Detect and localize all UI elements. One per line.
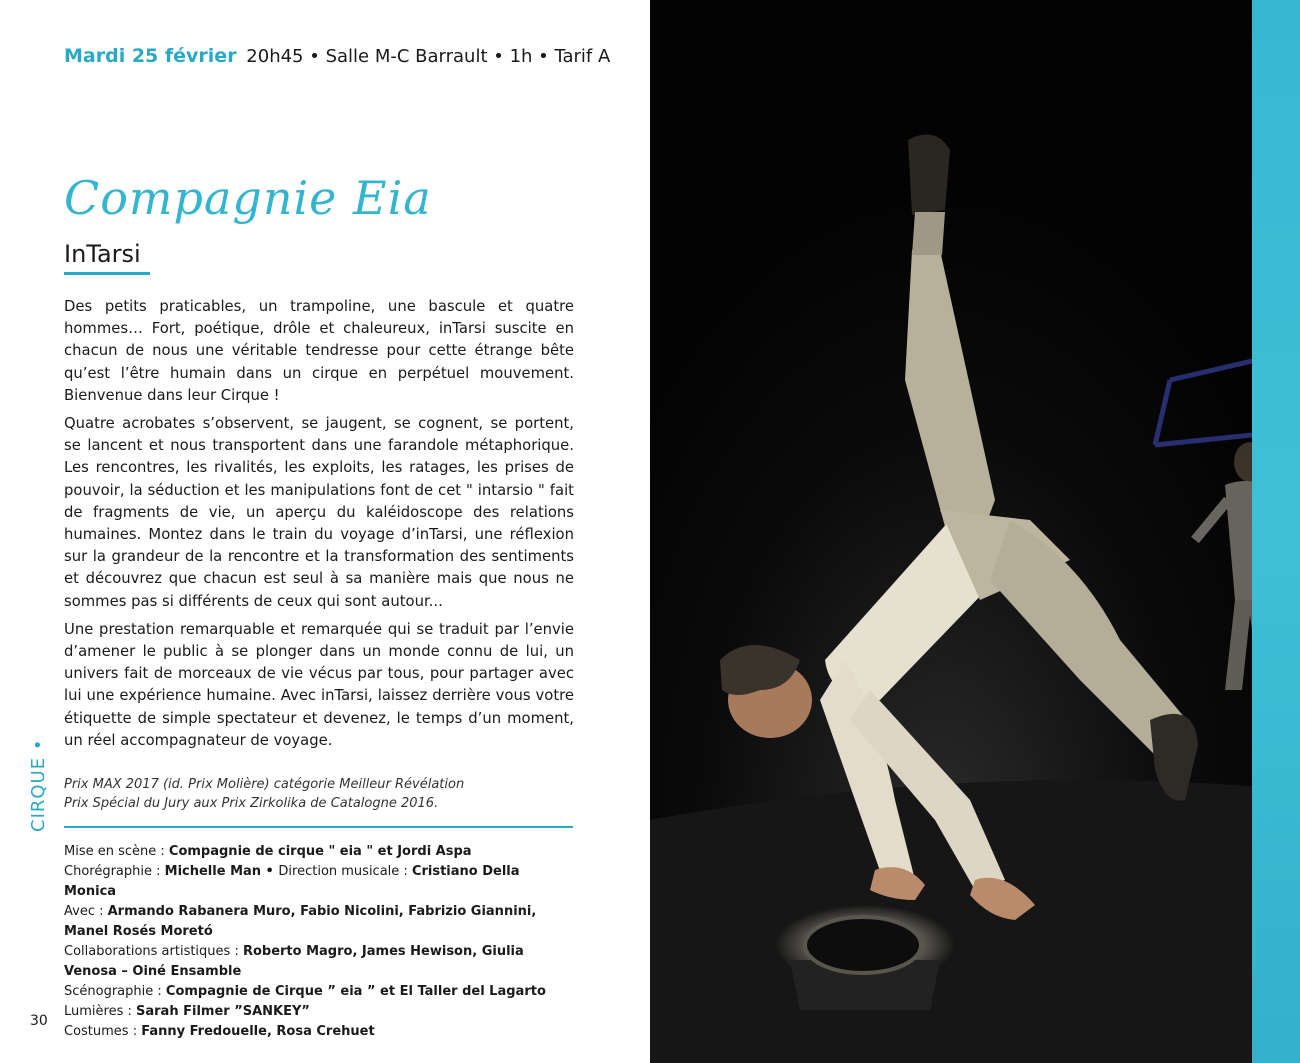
paragraph: Des petits praticables, un trampoline, une bascule et quatre hommes… Fort, poétique, drôle et chaleureux, inTarsi suscite en chacun de nous une véritable tendresse pour cette étrange bête qu’est l’être humain dans un cirque en perpétuel mouvement. Bienvenue dans leur Cirque ! bbox=[64, 298, 574, 404]
title-underline bbox=[64, 272, 150, 275]
credit-costumes bbox=[64, 1022, 574, 1042]
credits bbox=[64, 842, 574, 1042]
page-number: 30 bbox=[30, 1013, 48, 1029]
event-date: Mardi 25 février bbox=[64, 45, 237, 67]
awards-divider bbox=[64, 826, 573, 828]
credit-choreo-music bbox=[64, 862, 574, 902]
credit-value: Compagnie de cirque " eia " et Jordi Aspa bbox=[168, 844, 472, 859]
spotlight-lens bbox=[805, 917, 921, 973]
awards bbox=[64, 776, 574, 813]
paragraph: Une prestation remarquable et remarquée qui se traduit par l’envie d’amener le public à se plonger dans un monde connu de lui, un univers fait de morceaux de vie vécus par tous, pour partager avec lui une expérience humaine. Avec inTarsi, laissez derrière vous votre étiquette de simple spectateur et devenez, le temps d’un moment, un réel accompagnateur de voyage. bbox=[64, 620, 574, 749]
photo-page bbox=[650, 0, 1300, 1063]
acrobat-foot-up bbox=[908, 134, 950, 215]
credit-label: Costumes : bbox=[64, 1024, 142, 1039]
credit-cast bbox=[64, 902, 574, 942]
credit-label: Avec : bbox=[64, 904, 108, 919]
credit-direction bbox=[64, 842, 574, 862]
description bbox=[64, 296, 574, 758]
credit-scenography bbox=[64, 982, 574, 1002]
credit-value: Armando Rabanera Muro, Fabio Nicolini, Fabrizio Giannini, Manel Rosés Moretó bbox=[64, 904, 537, 939]
event-info: 20h45 • Salle M-C Barrault • 1h • Tarif A bbox=[246, 46, 611, 67]
company-name: Compagnie Eia bbox=[64, 171, 432, 225]
credit-value: Cristiano Della Monica bbox=[64, 864, 520, 899]
credit-value: Compagnie de Cirque ” eia ” et El Taller del Lagarto bbox=[165, 984, 546, 999]
paragraph: Quatre acrobates s’observent, se jaugent, se cognent, se portent, se lancent et nous transportent dans une farandole métaphorique. Les rencontres, les rivalités, les exploits, les ratages, les prises de pouvoir, la séduction et les manipulations font de cet " intarsio " fait de fragments de vie, un aperçu du kaléidoscope des relations humaines. Montez dans le train du voyage d’inTarsi, une réflexion sur la grandeur de la rencontre et la transformation des sentiments et découvrez que chacun est seul à sa manière mais que nous ne sommes pas si différents de ceux qui sont autour... bbox=[64, 415, 574, 610]
event-header bbox=[64, 44, 610, 69]
credit-label: Collaborations artistiques : bbox=[64, 944, 243, 959]
accent-side-band bbox=[1252, 0, 1300, 1063]
credit-label: Mise en scène : bbox=[64, 844, 169, 859]
credit-label: Lumières : bbox=[64, 1004, 137, 1019]
credit-label: Scénographie : bbox=[64, 984, 166, 999]
award-line: Prix MAX 2017 (id. Prix Molière) catégorie Meilleur Révélation bbox=[64, 777, 465, 792]
credit-value: Sarah Filmer ”SANKEY” bbox=[136, 1004, 310, 1019]
credit-label: Chorégraphie : bbox=[64, 864, 165, 879]
credit-label: Direction musicale : bbox=[278, 864, 412, 879]
credit-value: Roberto Magro, James Hewison, Giulia Venosa – Oiné Ensamble bbox=[64, 944, 524, 979]
show-title: InTarsi bbox=[64, 240, 141, 268]
acrobat-photo bbox=[650, 0, 1300, 1063]
category-label: CIRQUE • bbox=[28, 738, 49, 832]
credit-lighting bbox=[64, 1002, 574, 1022]
credit-value: Michelle Man bbox=[164, 864, 262, 879]
award-line: Prix Spécial du Jury aux Prix Zirkolika de Catalogne 2016. bbox=[64, 795, 439, 811]
credit-collaborations bbox=[64, 942, 574, 982]
credit-separator: • bbox=[261, 864, 279, 879]
credit-value: Fanny Fredouelle, Rosa Crehuet bbox=[141, 1024, 375, 1039]
